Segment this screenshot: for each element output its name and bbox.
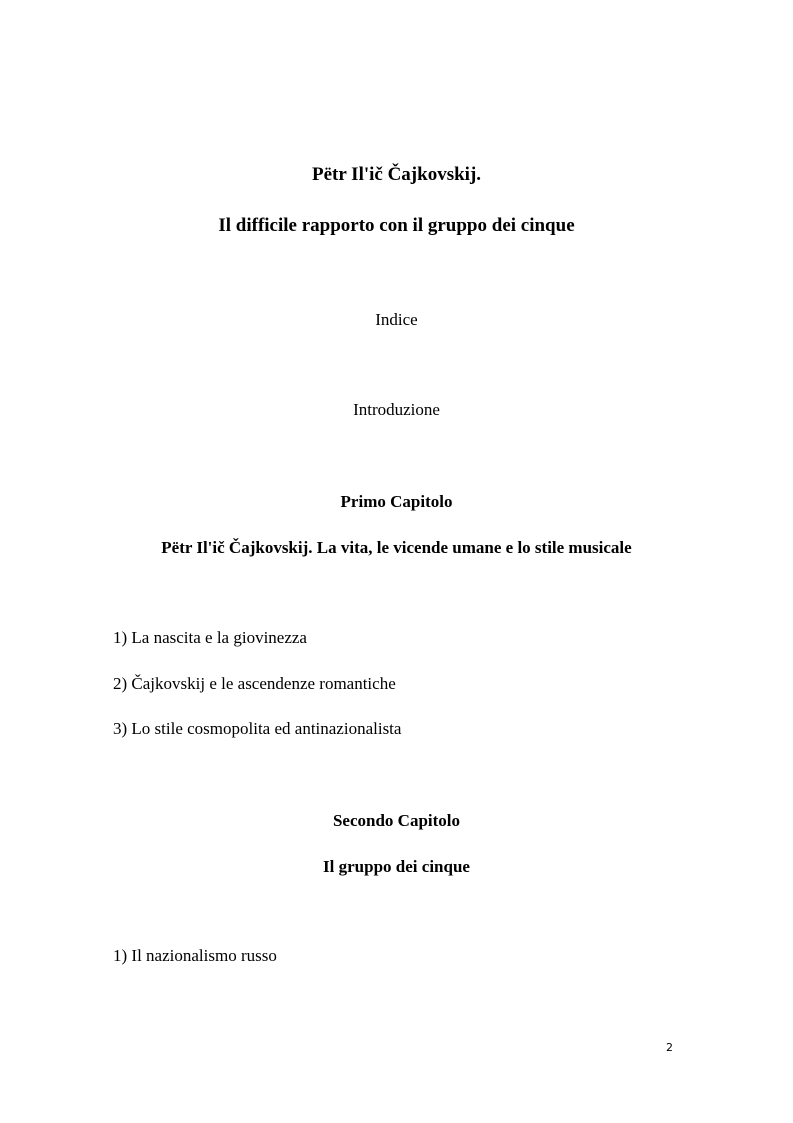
page-number: 2 [666,1041,673,1054]
introduction-entry: Introduzione [353,400,440,419]
title-line-2: Il difficile rapporto con il gruppo dei cinque [218,215,575,236]
chapter1-subtitle: Pëtr Il'ič Čajkovskij. La vita, le vicende umane e lo stile musicale [161,538,632,557]
chapter1-item-2: 2) Čajkovskij e le ascendenze romantiche [113,674,396,693]
chapter1-heading: Primo Capitolo [340,492,453,511]
chapter1-item-1: 1) La nascita e la giovinezza [113,628,307,647]
chapter1-item-3: 3) Lo stile cosmopolita ed antinazionalista [113,719,402,738]
title-line-1: Pëtr Il'ič Čajkovskij. [311,164,482,185]
chapter2-heading: Secondo Capitolo [332,811,461,830]
chapter2-item-1: 1) Il nazionalismo russo [113,946,277,965]
chapter2-subtitle: Il gruppo dei cinque [323,857,470,876]
index-heading: Indice [375,310,418,329]
